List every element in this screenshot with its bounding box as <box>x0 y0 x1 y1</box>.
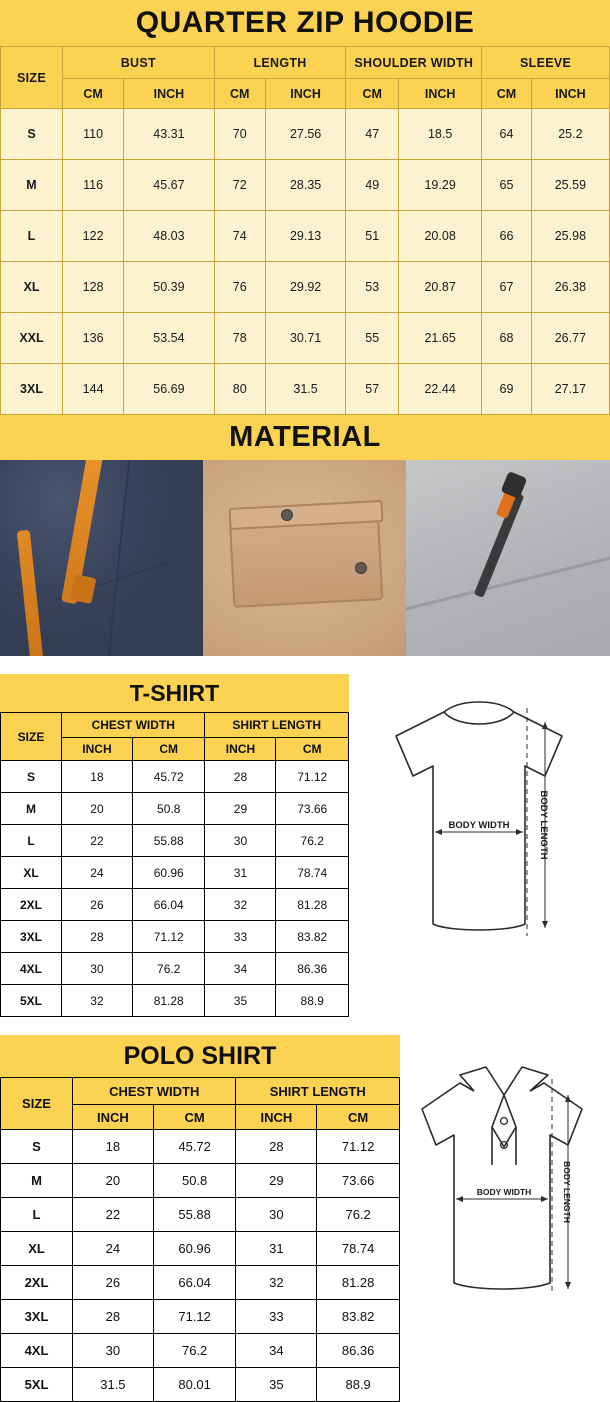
cell: 144 <box>63 364 124 415</box>
polo-section <box>0 1035 610 1402</box>
cell: 32 <box>205 889 276 921</box>
cell: 35 <box>205 985 276 1017</box>
polo-body-width-label: BODY WIDTH <box>476 1187 532 1197</box>
cell: 76.2 <box>132 953 205 985</box>
table-row <box>1 1334 400 1368</box>
cell: 72 <box>214 160 265 211</box>
cell: 78.74 <box>317 1232 400 1266</box>
cell: 122 <box>63 211 124 262</box>
cell: 60.96 <box>132 857 205 889</box>
cell: 29 <box>236 1164 317 1198</box>
polo-sub-chest-cm: CM <box>153 1105 236 1130</box>
cell: 83.82 <box>276 921 349 953</box>
cell: 31 <box>236 1232 317 1266</box>
tshirt-body-width-label: BODY WIDTH <box>448 820 510 831</box>
hoodie-col-bust: BUST <box>63 47 215 79</box>
cell: 30 <box>205 825 276 857</box>
cell: 34 <box>205 953 276 985</box>
cell: 43.31 <box>124 109 214 160</box>
cell: 50.39 <box>124 262 214 313</box>
cell: 136 <box>63 313 124 364</box>
cell: 66.04 <box>132 889 205 921</box>
cell: 88.9 <box>276 985 349 1017</box>
cell: 20.08 <box>399 211 482 262</box>
tshirt-size-table <box>0 712 349 1017</box>
cell: 29.92 <box>265 262 346 313</box>
polo-diagram <box>400 1061 610 1333</box>
cell: 19.29 <box>399 160 482 211</box>
cell: 47 <box>346 109 399 160</box>
tshirt-row-size: 4XL <box>1 953 62 985</box>
cell: 26.38 <box>531 262 609 313</box>
polo-row-size: S <box>1 1130 73 1164</box>
cell: 28 <box>62 921 133 953</box>
tshirt-row-size: L <box>1 825 62 857</box>
cell: 76 <box>214 262 265 313</box>
hoodie-sub-length-inch: INCH <box>265 79 346 109</box>
cell: 28.35 <box>265 160 346 211</box>
polo-size-table <box>0 1077 400 1402</box>
cell: 50.8 <box>132 793 205 825</box>
navy-hoodie-drawstring-photo <box>0 460 203 656</box>
cell: 53.54 <box>124 313 214 364</box>
cell: 29.13 <box>265 211 346 262</box>
cell: 32 <box>62 985 133 1017</box>
spacer <box>0 656 610 674</box>
cell: 57 <box>346 364 399 415</box>
cell: 71.12 <box>317 1130 400 1164</box>
cell: 45.72 <box>132 761 205 793</box>
cell: 73.66 <box>317 1164 400 1198</box>
grey-zipper-pull-photo <box>406 460 610 656</box>
table-row <box>1 985 349 1017</box>
cell: 30.71 <box>265 313 346 364</box>
hoodie-row-size: L <box>1 211 63 262</box>
cell: 68 <box>482 313 532 364</box>
cell: 86.36 <box>276 953 349 985</box>
cell: 20.87 <box>399 262 482 313</box>
table-row <box>1 1130 400 1164</box>
cell: 31.5 <box>73 1368 154 1402</box>
table-row <box>1 1266 400 1300</box>
table-row <box>1 160 610 211</box>
table-row <box>1 761 349 793</box>
cell: 66 <box>482 211 532 262</box>
cell: 45.67 <box>124 160 214 211</box>
table-row <box>1 793 349 825</box>
cell: 70 <box>214 109 265 160</box>
hoodie-col-length: LENGTH <box>214 47 346 79</box>
cell: 76.2 <box>317 1198 400 1232</box>
cell: 18 <box>73 1130 154 1164</box>
cell: 18.5 <box>399 109 482 160</box>
cell: 78 <box>214 313 265 364</box>
hoodie-size-table <box>0 46 610 415</box>
hoodie-row-size: 3XL <box>1 364 63 415</box>
cell: 24 <box>62 857 133 889</box>
hoodie-sub-shoulder-cm: CM <box>346 79 399 109</box>
cell: 110 <box>63 109 124 160</box>
table-row <box>1 109 610 160</box>
tshirt-illustration <box>349 692 610 982</box>
cell: 45.72 <box>153 1130 236 1164</box>
hoodie-sub-shoulder-inch: INCH <box>399 79 482 109</box>
polo-row-size: 5XL <box>1 1368 73 1402</box>
tshirt-row-size: S <box>1 761 62 793</box>
table-row <box>1 1300 400 1334</box>
cell: 22 <box>62 825 133 857</box>
tshirt-header-row <box>1 713 349 738</box>
cell: 25.98 <box>531 211 609 262</box>
polo-row-size: 3XL <box>1 1300 73 1334</box>
polo-sub-chest-inch: INCH <box>73 1105 154 1130</box>
cell: 81.28 <box>317 1266 400 1300</box>
polo-sub-length-inch: INCH <box>236 1105 317 1130</box>
cell: 26.77 <box>531 313 609 364</box>
tshirt-sub-chest-cm: CM <box>132 738 205 761</box>
cell: 50.8 <box>153 1164 236 1198</box>
hoodie-col-size: SIZE <box>1 47 63 109</box>
cell: 48.03 <box>124 211 214 262</box>
cell: 55 <box>346 313 399 364</box>
tshirt-col-chest-width: CHEST WIDTH <box>62 713 205 738</box>
cell: 26 <box>73 1266 154 1300</box>
cell: 81.28 <box>276 889 349 921</box>
cell: 28 <box>236 1130 317 1164</box>
cell: 49 <box>346 160 399 211</box>
cell: 29 <box>205 793 276 825</box>
polo-col-shirt-length: SHIRT LENGTH <box>236 1078 400 1105</box>
tshirt-section <box>0 674 610 1017</box>
material-photo-strip <box>0 460 610 656</box>
cell: 66.04 <box>153 1266 236 1300</box>
polo-col-chest-width: CHEST WIDTH <box>73 1078 236 1105</box>
hoodie-row-size: XXL <box>1 313 63 364</box>
cell: 28 <box>73 1300 154 1334</box>
tshirt-row-size: M <box>1 793 62 825</box>
tshirt-body-length-label: BODY LENGTH <box>538 790 549 860</box>
cell: 55.88 <box>132 825 205 857</box>
table-row <box>1 211 610 262</box>
tshirt-col-size: SIZE <box>1 713 62 761</box>
tshirt-row-size: 3XL <box>1 921 62 953</box>
cell: 128 <box>63 262 124 313</box>
cell: 64 <box>482 109 532 160</box>
cell: 28 <box>205 761 276 793</box>
polo-body-length-label: BODY LENGTH <box>562 1161 572 1223</box>
cell: 80.01 <box>153 1368 236 1402</box>
cell: 83.82 <box>317 1300 400 1334</box>
cell: 22.44 <box>399 364 482 415</box>
tshirt-row-size: XL <box>1 857 62 889</box>
cell: 67 <box>482 262 532 313</box>
cell: 30 <box>73 1334 154 1368</box>
cell: 71.12 <box>153 1300 236 1334</box>
cell: 35 <box>236 1368 317 1402</box>
cell: 73.66 <box>276 793 349 825</box>
hoodie-sub-sleeve-inch: INCH <box>531 79 609 109</box>
tshirt-row-size: 5XL <box>1 985 62 1017</box>
table-row <box>1 857 349 889</box>
cell: 31.5 <box>265 364 346 415</box>
cell: 30 <box>236 1198 317 1232</box>
table-row <box>1 1164 400 1198</box>
cell: 60.96 <box>153 1232 236 1266</box>
cell: 31 <box>205 857 276 889</box>
table-row <box>1 1232 400 1266</box>
cell: 71.12 <box>132 921 205 953</box>
table-row <box>1 921 349 953</box>
polo-row-size: XL <box>1 1232 73 1266</box>
tshirt-sub-length-cm: CM <box>276 738 349 761</box>
tan-sleeve-pocket-photo <box>203 460 406 656</box>
cell: 81.28 <box>132 985 205 1017</box>
tshirt-col-shirt-length: SHIRT LENGTH <box>205 713 349 738</box>
hoodie-row-size: M <box>1 160 63 211</box>
material-section-title: MATERIAL <box>0 415 610 460</box>
polo-illustration <box>400 1061 610 1323</box>
cell: 56.69 <box>124 364 214 415</box>
spacer <box>0 1017 610 1035</box>
cell: 18 <box>62 761 133 793</box>
hoodie-col-shoulder-width: SHOULDER WIDTH <box>346 47 482 79</box>
cell: 21.65 <box>399 313 482 364</box>
cell: 20 <box>62 793 133 825</box>
polo-row-size: L <box>1 1198 73 1232</box>
cell: 20 <box>73 1164 154 1198</box>
cell: 88.9 <box>317 1368 400 1402</box>
polo-sub-length-cm: CM <box>317 1105 400 1130</box>
cell: 33 <box>236 1300 317 1334</box>
polo-header-row <box>1 1078 400 1105</box>
polo-section-title: POLO SHIRT <box>0 1035 400 1077</box>
polo-row-size: 2XL <box>1 1266 73 1300</box>
cell: 51 <box>346 211 399 262</box>
hoodie-col-sleeve: SLEEVE <box>482 47 610 79</box>
cell: 74 <box>214 211 265 262</box>
cell: 25.59 <box>531 160 609 211</box>
cell: 69 <box>482 364 532 415</box>
table-row <box>1 262 610 313</box>
table-row <box>1 953 349 985</box>
table-row <box>1 1198 400 1232</box>
hoodie-row-size: S <box>1 109 63 160</box>
cell: 76.2 <box>276 825 349 857</box>
cell: 34 <box>236 1334 317 1368</box>
cell: 22 <box>73 1198 154 1232</box>
table-row <box>1 825 349 857</box>
cell: 65 <box>482 160 532 211</box>
cell: 24 <box>73 1232 154 1266</box>
table-row <box>1 889 349 921</box>
tshirt-diagram <box>349 692 610 982</box>
polo-row-size: 4XL <box>1 1334 73 1368</box>
table-row <box>1 313 610 364</box>
table-row <box>1 364 610 415</box>
cell: 33 <box>205 921 276 953</box>
cell: 55.88 <box>153 1198 236 1232</box>
table-row <box>1 1368 400 1402</box>
cell: 86.36 <box>317 1334 400 1368</box>
hoodie-sub-bust-inch: INCH <box>124 79 214 109</box>
hoodie-row-size: XL <box>1 262 63 313</box>
tshirt-section-title: T-SHIRT <box>0 674 349 712</box>
hoodie-section-title: QUARTER ZIP HOODIE <box>0 0 610 46</box>
hoodie-subheader-row <box>1 79 610 109</box>
cell: 116 <box>63 160 124 211</box>
cell: 27.17 <box>531 364 609 415</box>
cell: 76.2 <box>153 1334 236 1368</box>
cell: 71.12 <box>276 761 349 793</box>
polo-row-size: M <box>1 1164 73 1198</box>
cell: 32 <box>236 1266 317 1300</box>
hoodie-sub-sleeve-cm: CM <box>482 79 532 109</box>
polo-col-size: SIZE <box>1 1078 73 1130</box>
cell: 25.2 <box>531 109 609 160</box>
cell: 26 <box>62 889 133 921</box>
cell: 30 <box>62 953 133 985</box>
cell: 53 <box>346 262 399 313</box>
tshirt-row-size: 2XL <box>1 889 62 921</box>
hoodie-sub-bust-cm: CM <box>63 79 124 109</box>
hoodie-header-row <box>1 47 610 79</box>
cell: 27.56 <box>265 109 346 160</box>
tshirt-sub-chest-inch: INCH <box>62 738 133 761</box>
tshirt-sub-length-inch: INCH <box>205 738 276 761</box>
cell: 80 <box>214 364 265 415</box>
hoodie-sub-length-cm: CM <box>214 79 265 109</box>
cell: 78.74 <box>276 857 349 889</box>
